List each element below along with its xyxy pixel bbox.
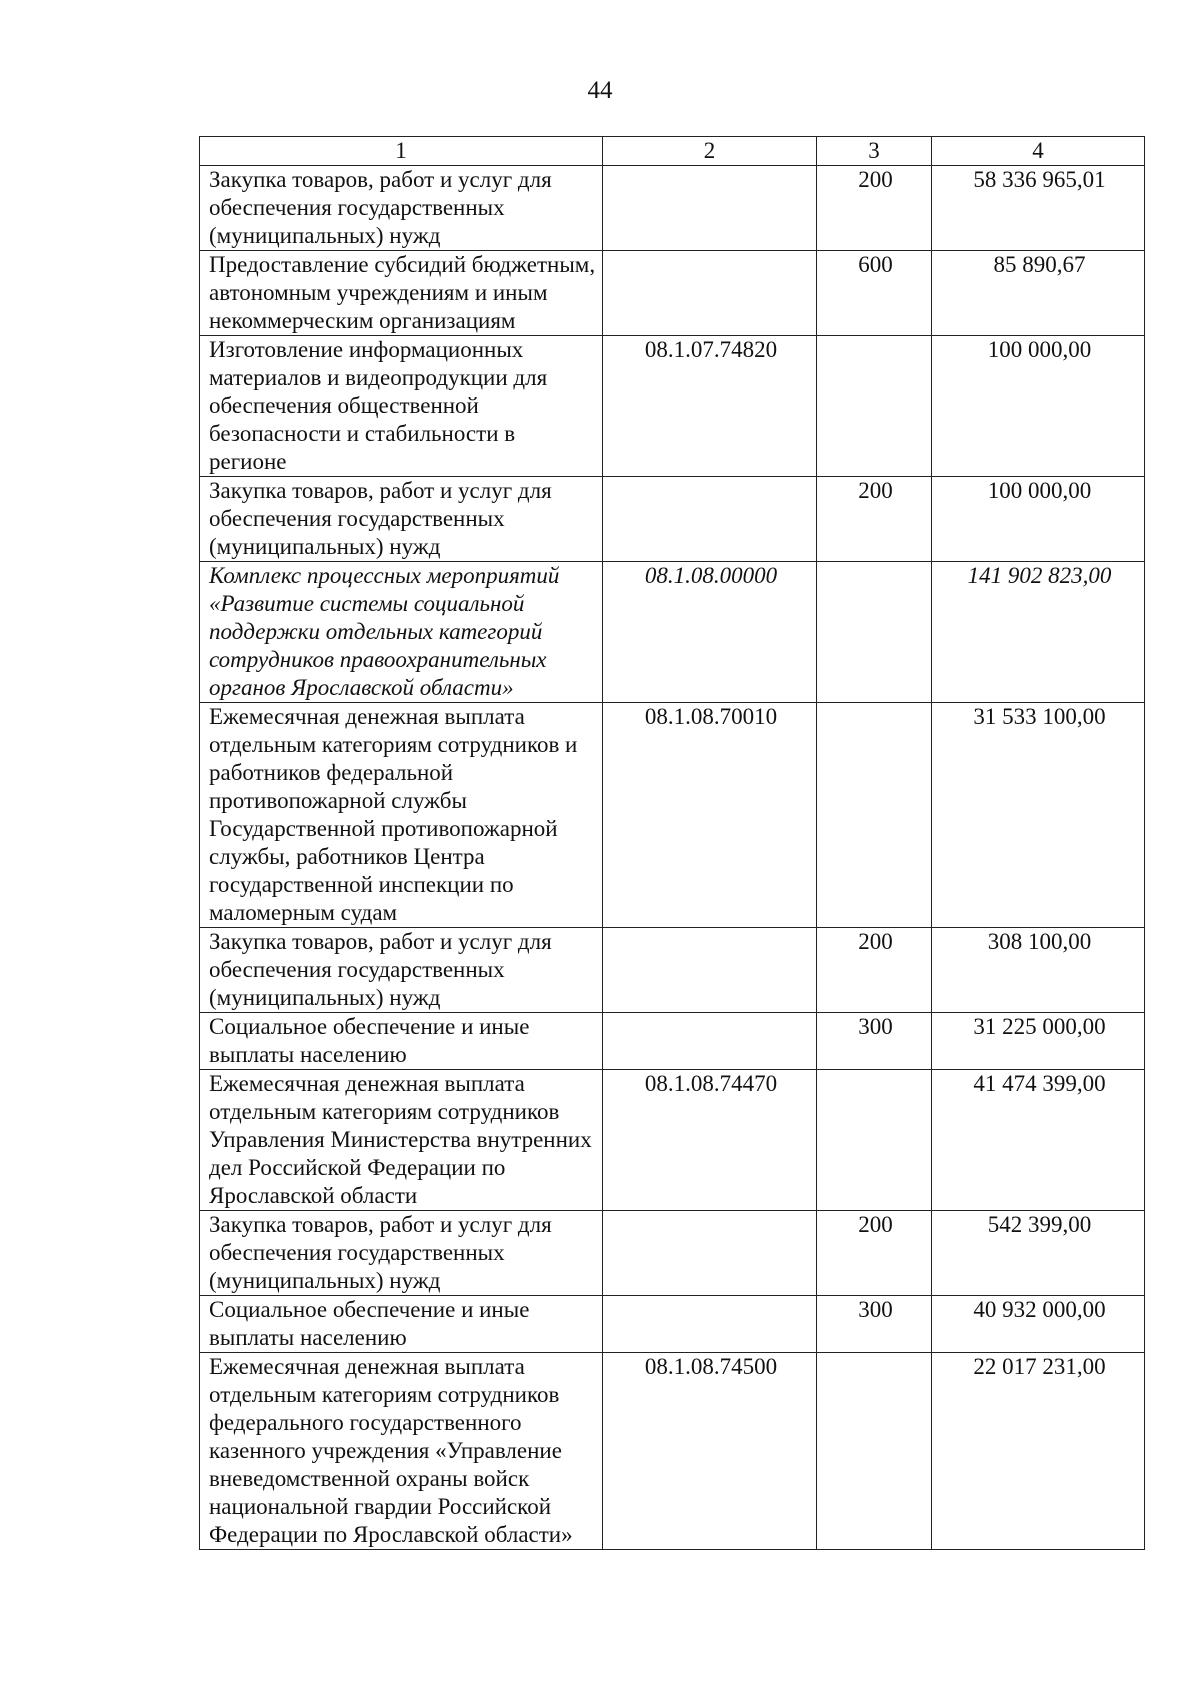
table-row	[200, 1013, 1145, 1070]
table-row	[200, 251, 1145, 336]
row-code-cell: 08.1.08.74500	[603, 1353, 817, 1550]
header-col-2: 2	[603, 137, 817, 166]
row-name-cell: Закупка товаров, работ и услуг для обеспечения государственных (муниципальных) нужд	[200, 477, 603, 562]
table-row	[200, 1296, 1145, 1353]
row-type-cell: 300	[817, 1013, 932, 1070]
row-name-cell: Изготовление информационных материалов и видеопродукции для обеспечения общественной безопасности и стабильности в регионе	[200, 336, 603, 477]
row-code-cell: 08.1.08.00000	[603, 562, 817, 703]
row-type-cell: 200	[817, 477, 932, 562]
table-row	[200, 336, 1145, 477]
header-col-4: 4	[932, 137, 1145, 166]
row-code-cell	[603, 477, 817, 562]
row-code-cell	[603, 928, 817, 1013]
row-code-cell: 08.1.07.74820	[603, 336, 817, 477]
row-amount-cell: 41 474 399,00	[932, 1070, 1145, 1211]
row-amount-cell: 542 399,00	[932, 1211, 1145, 1296]
row-name-cell: Ежемесячная денежная выплата отдельным категориям сотрудников федерального государственного казенного учреждения «Управление вневедомственной охраны войск национальной гвардии Российской Федерации по Ярославской области»	[200, 1353, 603, 1550]
row-type-cell	[817, 703, 932, 928]
row-amount-cell: 141 902 823,00	[932, 562, 1145, 703]
row-type-cell	[817, 562, 932, 703]
row-amount-cell: 31 533 100,00	[932, 703, 1145, 928]
header-col-3: 3	[817, 137, 932, 166]
row-amount-cell: 22 017 231,00	[932, 1353, 1145, 1550]
row-name-cell: Комплекс процессных мероприятий «Развитие системы социальной поддержки отдельных категорий сотрудников правоохранительных органов Ярославской области»	[200, 562, 603, 703]
row-type-cell: 600	[817, 251, 932, 336]
row-amount-cell: 308 100,00	[932, 928, 1145, 1013]
table-row	[200, 477, 1145, 562]
table-row	[200, 562, 1145, 703]
row-name-cell: Социальное обеспечение и иные выплаты населению	[200, 1013, 603, 1070]
table-row	[200, 166, 1145, 251]
row-code-cell	[603, 251, 817, 336]
row-name-cell: Закупка товаров, работ и услуг для обеспечения государственных (муниципальных) нужд	[200, 1211, 603, 1296]
row-type-cell: 300	[817, 1296, 932, 1353]
row-name-cell: Социальное обеспечение и иные выплаты населению	[200, 1296, 603, 1353]
row-type-cell: 200	[817, 928, 932, 1013]
row-amount-cell: 40 932 000,00	[932, 1296, 1145, 1353]
table-header-row	[200, 137, 1145, 166]
row-amount-cell: 100 000,00	[932, 477, 1145, 562]
row-code-cell	[603, 166, 817, 251]
row-code-cell	[603, 1211, 817, 1296]
row-name-cell: Предоставление субсидий бюджетным, автономным учреждениям и иным некоммерческим организациям	[200, 251, 603, 336]
row-name-cell: Ежемесячная денежная выплата отдельным категориям сотрудников и работников федеральной противопожарной службы Государственной противопожарной службы, работников Центра государственной инспекции по маломерным судам	[200, 703, 603, 928]
row-type-cell: 200	[817, 1211, 932, 1296]
table-row	[200, 703, 1145, 928]
row-type-cell	[817, 336, 932, 477]
row-name-cell: Закупка товаров, работ и услуг для обеспечения государственных (муниципальных) нужд	[200, 928, 603, 1013]
row-name-cell: Ежемесячная денежная выплата отдельным категориям сотрудников Управления Министерства внутренних дел Российской Федерации по Ярославской области	[200, 1070, 603, 1211]
row-amount-cell: 100 000,00	[932, 336, 1145, 477]
row-type-cell	[817, 1353, 932, 1550]
header-col-1: 1	[200, 137, 603, 166]
table-row	[200, 928, 1145, 1013]
table-row	[200, 1353, 1145, 1550]
table-row	[200, 1211, 1145, 1296]
row-type-cell: 200	[817, 166, 932, 251]
row-name-cell: Закупка товаров, работ и услуг для обеспечения государственных (муниципальных) нужд	[200, 166, 603, 251]
row-type-cell	[817, 1070, 932, 1211]
row-amount-cell: 85 890,67	[932, 251, 1145, 336]
row-code-cell	[603, 1013, 817, 1070]
page-number: 44	[587, 77, 613, 104]
budget-table	[199, 136, 1145, 1550]
table-row	[200, 1070, 1145, 1211]
row-code-cell: 08.1.08.74470	[603, 1070, 817, 1211]
row-code-cell: 08.1.08.70010	[603, 703, 817, 928]
row-code-cell	[603, 1296, 817, 1353]
row-amount-cell: 58 336 965,01	[932, 166, 1145, 251]
row-amount-cell: 31 225 000,00	[932, 1013, 1145, 1070]
